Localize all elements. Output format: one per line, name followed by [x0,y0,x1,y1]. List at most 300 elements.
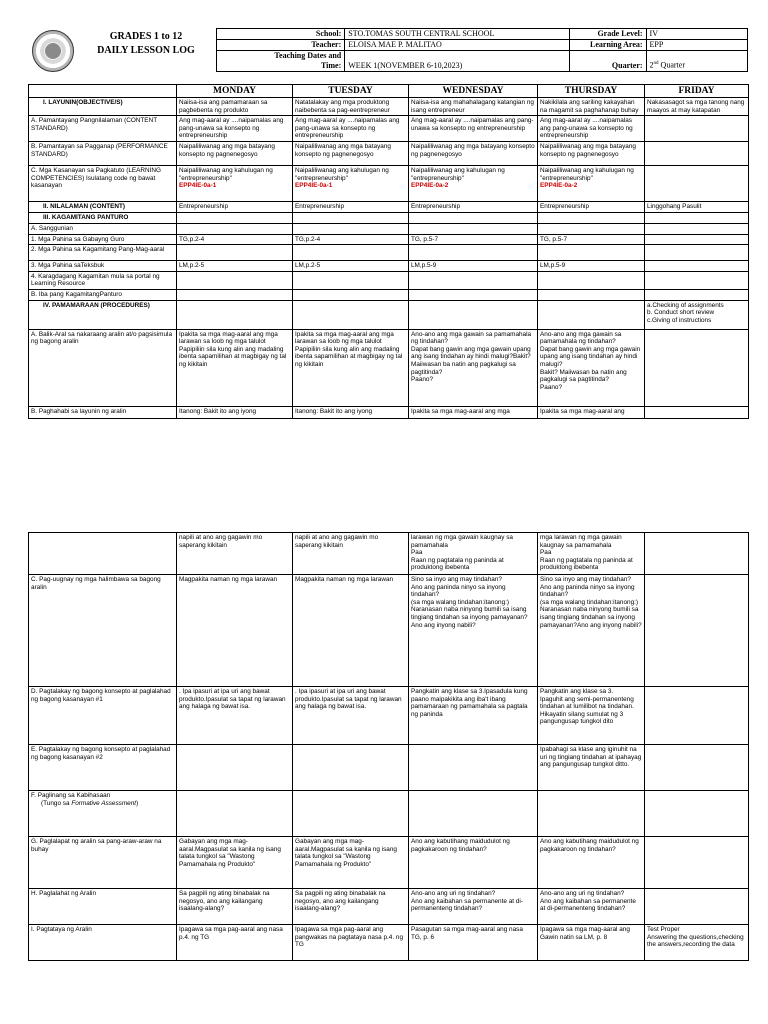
cell-wednesday [409,271,538,289]
cell-wednesday [409,98,538,116]
dates-label [217,51,345,72]
cell-thursday [538,300,645,329]
row-label [29,98,177,116]
cell-friday [645,98,749,116]
cell-text: Sa pagpili ng ating binabalak na negosyo, ano ang kailangang isaalang-alang? [179,890,270,913]
row-label-text: A. Pamantayang Pangnilalaman (CONTENT STANDARD) [31,117,157,132]
cell-text: Itanong: Bakit ito ang iyong [179,407,257,415]
cell-thursday [538,687,645,745]
day-header-wednesday: WEDNESDAY [409,85,538,98]
cell-wednesday [409,116,538,142]
row-label-sub [31,800,174,808]
title-line-2: DAILY LESSON LOG [97,45,195,56]
table-row [29,791,749,837]
cell-monday [177,289,293,300]
cell-text: Sa pagpili ng ating binabalak na negosyo, ano ang kailangang isaalang-alang? [295,890,386,913]
cell-text: Natatalakay ang mga produktong naibebenta sa pag-eentrepreneur [295,99,390,114]
cell-thursday [538,575,645,687]
dates-value: WEEK 1(NOVEMBER 6-10,2023) [345,51,570,72]
cell-friday [645,245,749,261]
row-label [29,533,177,575]
title-line-1: GRADES 1 to 12 [109,31,183,42]
cell-text: Naipaliliwanag ang mga batayang konsepto ng pagnenegosyo [540,142,636,158]
cell-text: Ano ang paninda ninyo sa inyong tindahan? [540,583,635,599]
row-label-text: C. Mga Kasanayan sa Pagkatuto (LEARNING COMPETENCIES) Isulatang code ng bawat kasanayan [31,166,162,190]
cell-text: Sino sa inyo ang may tindahan? [540,576,631,583]
row-label [29,212,177,223]
table-row [29,575,749,687]
cell-thursday [538,925,645,961]
table-row [29,271,749,289]
cell-wednesday [409,289,538,300]
cell-wednesday [409,837,538,889]
cell-tuesday [293,925,409,961]
quarter-number: 2 [649,61,654,70]
dates-label-line-2: Time: [320,61,342,70]
corner-cell [29,85,177,98]
cell-friday [645,889,749,925]
cell-text: Entrepreneurship [411,202,461,210]
cell-text: Entrepreneurship [295,202,345,210]
cell-text: Gabayan ang mga mag-aaral.Magpasulat sa kanila ng isang talata tungkol sa "Wastong Pamamahala ng Produkto" [179,838,281,868]
table-row [29,201,749,212]
page-2 [0,500,768,1024]
cell-text: (sa mga walang tindahan:itanong:) [540,598,639,606]
area-label: Learning Area: [569,40,646,51]
cell-text: Linggohang Pasulit [647,202,702,210]
cell-tuesday [293,837,409,889]
cell-tuesday [293,234,409,245]
row-label-text: 2. Mga Pahina sa Kagamitang Pang-Mag-aaral [31,246,165,254]
cell-thursday [538,245,645,261]
quarter-suffix: nd [653,61,659,67]
cell-tuesday [293,165,409,201]
cell-text: Ipagawa sa mga mag-aaral ang Gawin natin sa LM, p. 8 [540,926,630,941]
cell-tuesday [293,406,409,418]
cell-text: Ano-ano ang mga gawain sa pamamahala ng tindahan? [411,330,532,346]
deped-seal-logo [32,30,74,72]
cell-text: Ipabahagi sa klase ang iginuhit na uri ng tingiang tindahan at ipahayag ang pangungusap tungkol ditto. [540,746,642,769]
cell-wednesday [409,406,538,418]
cell-text: Naipaliliwanag ang mga batayang konsepto ng pagnenegosyo [295,142,391,158]
cell-text: Raan ng pagtatala ng paninda at produktong ibebenta [411,556,504,572]
table-row [29,245,749,261]
row-label-text: 3. Mga Pahina saTeksbuk [31,262,105,270]
cell-monday [177,300,293,329]
cell-friday [645,837,749,889]
page-gap [0,470,768,500]
cell-monday [177,212,293,223]
table-row [29,925,749,961]
table-row [29,889,749,925]
day-header-row [29,85,749,98]
cell-thursday [538,329,645,406]
cell-wednesday [409,141,538,165]
cell-friday [645,533,749,575]
cell-text: mga larawan ng mga gawain kaugnay sa pamamahala [540,534,622,549]
cell-text: Naipaliliwanag ang kahulugan ng "entrepreneurship" [295,166,389,182]
cell-friday [645,329,749,406]
competency-code: EPP4IE-0a-1 [179,182,217,190]
cell-thursday [538,406,645,418]
cell-tuesday [293,116,409,142]
cell-friday [645,791,749,837]
cell-text: Ano ang kaibahan sa permanente at di-permanenteng tindahan? [540,897,636,913]
cell-tuesday [293,141,409,165]
table-row [29,116,749,142]
cell-text: Ipagawa sa mga pag-aaral ang pangwakas na pagtataya nasa p.4. ng TG [295,926,404,949]
cell-text: a.Checking of assignments [647,301,724,309]
cell-wednesday [409,329,538,406]
cell-text: Naipaliliwanag ang kahulugan ng "entrepreneurship" [540,166,634,182]
cell-text: Naipaliliwanag ang mga batayang konsepto ng pagnenegosyo [411,142,535,158]
cell-thursday [538,889,645,925]
cell-text: Bakit? Maiiwasan ba natin ang pagkalugi sa pagtitinda? [540,368,627,384]
cell-text: napili at ano ang gagawin mo saperang kikitain [179,534,263,549]
table-row [29,289,749,300]
table-row [29,223,749,234]
cell-wednesday [409,165,538,201]
cell-monday [177,261,293,272]
cell-text: Entrepreneurship [179,202,229,210]
cell-tuesday [293,245,409,261]
cell-thursday [538,141,645,165]
cell-tuesday [293,889,409,925]
cell-thursday [538,116,645,142]
cell-text: Ano-ano ang uri ng tindahan? [540,890,625,897]
table-row [29,212,749,223]
cell-monday [177,745,293,791]
cell-monday [177,116,293,142]
lesson-log-table-page-2 [28,532,749,961]
row-label [29,245,177,261]
cell-wednesday [409,234,538,245]
teacher-label: Teacher: [217,40,345,51]
row-label [29,116,177,142]
cell-tuesday [293,300,409,329]
cell-friday [645,165,749,201]
cell-friday [645,271,749,289]
cell-tuesday [293,575,409,687]
cell-wednesday [409,791,538,837]
cell-wednesday [409,300,538,329]
cell-text: Ano ang kabutihang maidudulot ng pagkakaroon ng tindahan? [540,838,639,853]
cell-text: Naranasan naba ninyong bumili sa isang tingiang tindahan sa inyong pamayanan?Ano ang inyong nabili? [540,606,642,629]
table-row [29,141,749,165]
school-label: School: [217,29,345,40]
row-label [29,889,177,925]
cell-text: Ano ang kabutihang maidudulot ng pagkakaroon ng tindahan? [411,838,510,853]
cell-text: Paano? [540,383,563,391]
cell-text: Ipakita sa mga mag-aaral ang [540,407,625,415]
cell-text: b. Conduct short review [647,309,715,317]
row-label-text: H. Paglalahat ng Aralin [31,890,97,897]
cell-monday [177,234,293,245]
cell-thursday [538,201,645,212]
cell-text: LM,p.2-5 [179,262,205,270]
row-label [29,165,177,201]
cell-text: Pasagutan sa mga mag-aaral ang nasa TG, p. 6 [411,926,523,941]
cell-tuesday [293,212,409,223]
table-row [29,533,749,575]
cell-text: Pangkatin ang klase sa 3.Ipasadula kung paano maipakikita ang iba't ibang pamamaraan ng pamamahala sa pagtala ng paninda [411,688,528,718]
cell-text: (sa mga walang tindahan:itanong:) [411,598,510,606]
cell-wednesday [409,745,538,791]
quarter-value [646,51,747,72]
cell-thursday [538,289,645,300]
row-label-text: I. LAYUNIN(OBJECTIVE/S) [43,99,123,106]
row-label [29,300,177,329]
cell-friday [645,212,749,223]
cell-friday [645,141,749,165]
cell-text: . Ipa ipasuri at ipa uri ang bawat produkto.Ipasulat sa tapat ng larawan ang halaga ng bawat isa. [295,688,402,711]
cell-tuesday [293,201,409,212]
row-label [29,141,177,165]
table-row [29,745,749,791]
competency-code: EPP4IE-0a-1 [295,182,333,190]
cell-text: Paa [540,549,552,557]
row-label-text: IV. PAMAMARAAN (PROCEDURES) [43,301,150,309]
cell-monday [177,223,293,234]
table-row [29,165,749,201]
row-label [29,925,177,961]
row-label [29,271,177,289]
row-label-text: B. Paghahabi sa layunin ng aralin [31,407,127,415]
row-label-text: E. Pagtalakay ng bagong konsepto at paglalahad ng bagong kasanayan #2 [31,746,171,761]
cell-thursday [538,271,645,289]
cell-thursday [538,212,645,223]
cell-friday [645,201,749,212]
day-header-friday: FRIDAY [645,85,749,98]
cell-monday [177,201,293,212]
dates-label-line-1: Teaching Dates and [274,51,342,60]
competency-code: EPP4IE-0a-2 [411,182,449,190]
cell-friday [645,687,749,745]
cell-thursday [538,261,645,272]
cell-text: Ipagawa sa mga pag-aaral ang nasa p.4. ng TG [179,926,283,941]
grade-label: Grade Level: [569,29,646,40]
cell-text: Itanong: Bakit ito ang iyong [295,407,373,415]
row-label-sub-end: ) [136,799,139,807]
cell-thursday [538,234,645,245]
cell-tuesday [293,223,409,234]
cell-text: Ipakita sa mga mag-aaral ang mga [411,407,510,415]
cell-text: Nakasasagot sa mga tanong nang maayos at may katapatan [647,99,745,114]
table-row [29,261,749,272]
row-label-text: F. Paglinang sa Kabihasaan [31,792,111,799]
cell-monday [177,165,293,201]
cell-friday [645,289,749,300]
cell-text: Paano? [411,376,434,384]
row-label-text: B. Iba pang KagamitangPanturo [31,290,122,298]
page-1 [0,0,768,470]
cell-monday [177,837,293,889]
cell-text: Naipaliliwanag ang kahulugan ng "entrepreneurship" [179,166,273,182]
cell-text: Ang mag-aaral ay ....naipamalas ang pang-unawa sa konsepto ng entrepreneurship [179,117,284,140]
cell-friday [645,261,749,272]
cell-tuesday [293,289,409,300]
row-label-text: 1. Mga Pahina sa Gabayng Guro [31,235,125,243]
cell-monday [177,98,293,116]
row-label [29,201,177,212]
cell-friday [645,406,749,418]
cell-friday [645,223,749,234]
cell-wednesday [409,889,538,925]
cell-monday [177,791,293,837]
cell-text: Test Proper [647,926,680,933]
cell-text: LM,p.2-5 [295,262,321,270]
cell-text: Nakikilala ang sariling kakayahan na magamit sa paghahanap buhay [540,99,639,114]
row-label-text: C. Pag-uugnay ng mga halimbawa sa bagong aralin [31,576,161,591]
table-row [29,406,749,418]
cell-text: TG, p.5-7 [411,235,438,243]
table-row [29,687,749,745]
quarter-label: Quarter: [569,51,646,72]
cell-text: Raan ng pagtatala ng paninda at produktong ibebenta [540,556,633,572]
cell-friday [645,300,749,329]
cell-text: Naiisa-isa ang pamamaraan sa pagbebenta ng produkto [179,99,268,114]
row-label [29,329,177,406]
cell-text: Ano-ano ang uri ng tindahan? [411,890,496,897]
cell-thursday [538,223,645,234]
row-label-sub-italic: Formative Assessment [71,799,137,807]
cell-text: Ipakita sa mga mag-aaral ang mga larawan sa loob ng mga talulot [295,330,394,346]
cell-text: Ang mag-aaral ay ....naipamalas ang pang-unawa sa konsepto ng entrepreneurship [295,117,400,140]
row-label-text: III. KAGAMITANG PANTURO [43,213,129,221]
info-table [216,28,748,72]
cell-monday [177,889,293,925]
cell-tuesday [293,271,409,289]
cell-monday [177,533,293,575]
day-header-monday: MONDAY [177,85,293,98]
cell-text: Pangkatin ang klase sa 3. [540,688,614,695]
area-value: EPP [646,40,747,51]
document-header [28,28,748,76]
document-title [80,30,212,58]
cell-text: Ano-ano ang mga gawain sa pamamahala ng tindahan? [540,330,622,346]
cell-text: TG,p.2-4 [179,235,205,243]
cell-text: c.Giving of instructions [647,316,712,324]
grade-value: IV [646,29,747,40]
cell-tuesday [293,745,409,791]
cell-text: Answering the questions,checking the answers,recording the data [647,933,744,949]
quarter-word: Quarter [658,61,685,70]
cell-text: Hikayatin silang sumulat ng 3 pangungusap tungkol dito [540,710,624,726]
cell-text: LM,p.5-9 [540,262,566,270]
cell-friday [645,925,749,961]
cell-text: Papipiliin sila kung alin ang madaling ibenta sapamilihan at magbigay ng tal ng kikitain [295,345,403,368]
cell-monday [177,271,293,289]
cell-friday [645,575,749,687]
cell-text: Paa [411,549,423,557]
cell-text: Naranasan naba ninyong bumili sa isang tingiang tindahan sa inyong pamayanan?Ano ang inyong nabili? [411,606,528,629]
cell-tuesday [293,329,409,406]
cell-text: . Ipa ipasuri at ipa uri ang bawat produkto.Ipasulat sa tapat ng larawan ang halaga ng bawat isa. [179,688,286,711]
cell-thursday [538,791,645,837]
cell-monday [177,245,293,261]
competency-code: EPP4IE-0a-2 [540,182,578,190]
school-value: STO.TOMAS SOUTH CENTRAL SCHOOL [345,29,570,40]
teacher-value: ELOISA MAE P. MALITAO [345,40,570,51]
row-label [29,289,177,300]
cell-text: Ano ang kaibahan sa permanente at di-permanenteng tindahan? [411,897,523,913]
cell-wednesday [409,687,538,745]
row-label-text: I. Pagtataya ng Aralin [31,926,92,933]
cell-monday [177,575,293,687]
cell-text: Magpakita naman ng mga larawan [179,576,278,583]
row-label-text: D. Pagtalakay ng bagong konsepto at paglalahad ng bagong kasanayan #1 [31,688,171,703]
cell-wednesday [409,245,538,261]
cell-text: Naipaliliwanag ang mga batayang konsepto ng pagnenegosyo [179,142,275,158]
row-label-sub-start: (Tungo sa [41,799,72,807]
row-label [29,223,177,234]
cell-wednesday [409,223,538,234]
row-label-text: G. Paglalapat ng aralin sa pang-araw-araw na buhay [31,838,162,853]
row-label-text: 4. Karagdagang Kagamitan mula sa portal ng Learning Resource [31,272,160,288]
cell-text: Ano ang paninda ninyo sa inyong tindahan? [411,583,506,599]
cell-text: Magpakita naman ng mga larawan [295,576,394,583]
cell-tuesday [293,98,409,116]
cell-text: Dapat bang gawin ang mga gawain upang ang isang tindahan ay hindi malugi? [540,345,641,368]
row-label [29,261,177,272]
cell-thursday [538,837,645,889]
row-label [29,837,177,889]
row-label [29,687,177,745]
cell-text: Naipaliliwanag ang kahulugan ng "entrepreneurship" [411,166,505,182]
cell-tuesday [293,261,409,272]
lesson-log-table-page-1 [28,84,749,419]
cell-text: TG, p.5-7 [540,235,567,243]
table-row [29,98,749,116]
cell-text: Sino sa inyo ang may tindahan? [411,576,502,583]
cell-monday [177,406,293,418]
table-row [29,329,749,406]
row-label-text: A. Balik-Aral sa nakaraang aralin at/o pagsisimula ng bagong aralin [31,330,173,346]
cell-tuesday [293,687,409,745]
cell-tuesday [293,791,409,837]
cell-text: Papipiliin sila kung alin ang madaling ibenta sapamilihan at magbigay ng tal ng kikitain [179,345,287,368]
cell-text: Ipaguhit ang semi-permanenteng tindahan at lumilibot na tindahan. [540,695,634,711]
cell-text: Dapat bang gawin ang mga gawain upang ang isang tindahan ay hindi malugi?Bakit? Maiiwasan ba natin ang pagkalugi sa pagtitinda? [411,345,531,376]
cell-text: Ang mag-aaral ay ....naipamalas ang pang-unawa sa konsepto ng entrepreneurship [540,117,633,140]
cell-text: Gabayan ang mga mag-aaral.Magpasulat sa kanila ng isang talata tungkol sa "Wastong Pamamahala ng Produkto" [295,838,397,868]
cell-wednesday [409,201,538,212]
cell-monday [177,329,293,406]
cell-thursday [538,98,645,116]
cell-text: Entrepreneurship [540,202,590,210]
cell-wednesday [409,925,538,961]
cell-text: LM,p.5-9 [411,262,437,270]
row-label [29,234,177,245]
cell-thursday [538,165,645,201]
day-header-thursday: THURSDAY [538,85,645,98]
cell-text: TG,p.2-4 [295,235,321,243]
cell-text: Ipakita sa mga mag-aaral ang mga larawan sa loob ng mga talulot [179,330,278,346]
day-header-tuesday: TUESDAY [293,85,409,98]
cell-thursday [538,745,645,791]
cell-friday [645,234,749,245]
cell-monday [177,141,293,165]
cell-wednesday [409,261,538,272]
cell-monday [177,687,293,745]
cell-thursday [538,533,645,575]
cell-text: larawan ng mga gawain kaugnay sa pamamahala [411,534,513,549]
cell-text: Ang mag-aaral ay ....naipamalas ang pang-unawa sa konsepto ng entrepreneurship [411,117,534,132]
cell-wednesday [409,533,538,575]
cell-friday [645,116,749,142]
row-label [29,406,177,418]
row-label [29,575,177,687]
